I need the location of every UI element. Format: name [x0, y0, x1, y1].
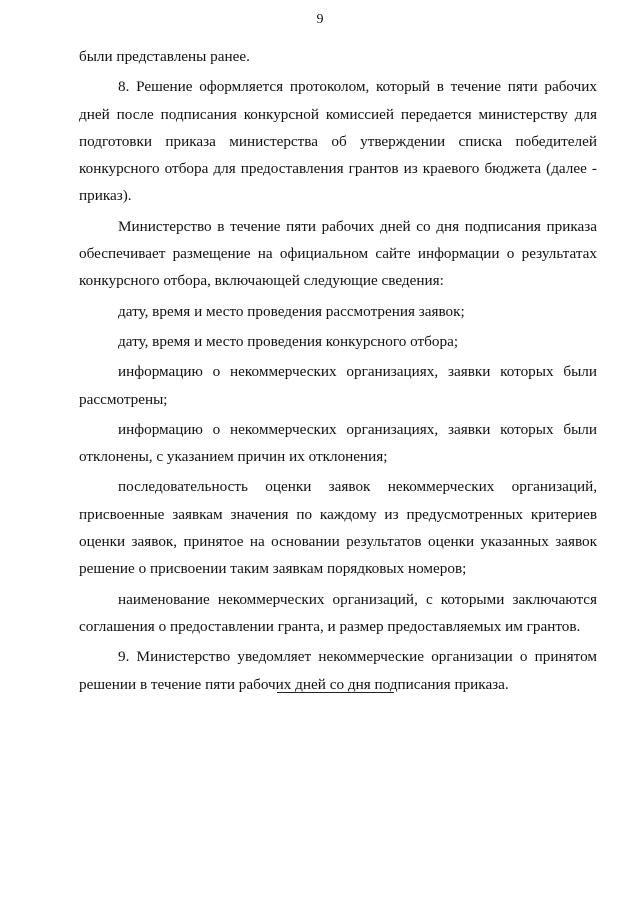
document-body — [79, 43, 597, 698]
paragraph-rejected-organizations: информацию о некоммерческих организациях, заявки которых были отклонены, с указанием причин их отклонения; — [79, 420, 597, 466]
end-divider-line — [277, 692, 394, 693]
paragraph-grant-recipients: наименование некоммерческих организаций, с которыми заключаются соглашения о предоставлении гранта, и размер предоставляемых им грантов. — [79, 590, 597, 635]
paragraph-item-8: 8. Решение оформляется протоколом, который в течение пяти рабочих дней после подписания конкурсной комиссией передается министерству для подготовки приказа министерства об утверждении списка победителей конкурсного отбора для предоставления грантов из краевого бюджета (далее - приказ). — [79, 78, 597, 205]
paragraph-ministry-publication: Министерство в течение пяти рабочих дней со дня подписания приказа обеспечивает размещение на официальном сайте информации о результатах конкурсного отбора, включающей следующие сведения: — [79, 217, 597, 290]
paragraph-reviewed-organizations: информацию о некоммерческих организациях, заявки которых были рассмотрены; — [79, 363, 597, 408]
paragraph-selection-date: дату, время и место проведения конкурсного отбора; — [118, 332, 459, 350]
page-number: 9 — [316, 12, 324, 27]
paragraph-continuation: были представлены ранее. — [79, 48, 250, 65]
paragraph-review-date: дату, время и место проведения рассмотрения заявок; — [118, 302, 465, 320]
paragraph-item-9: 9. Министерство уведомляет некоммерческие организации о принятом решении в течение пяти рабочих дней со дня подписания приказа. — [79, 648, 597, 693]
paragraph-evaluation-sequence: последовательность оценки заявок некоммерческих организаций, присвоенные заявкам значения по каждому из предусмотренных критериев оценки заявок, принятое на основании результатов оценки указанных заявок решение о присвоении таким заявкам порядковых номеров; — [79, 478, 597, 578]
